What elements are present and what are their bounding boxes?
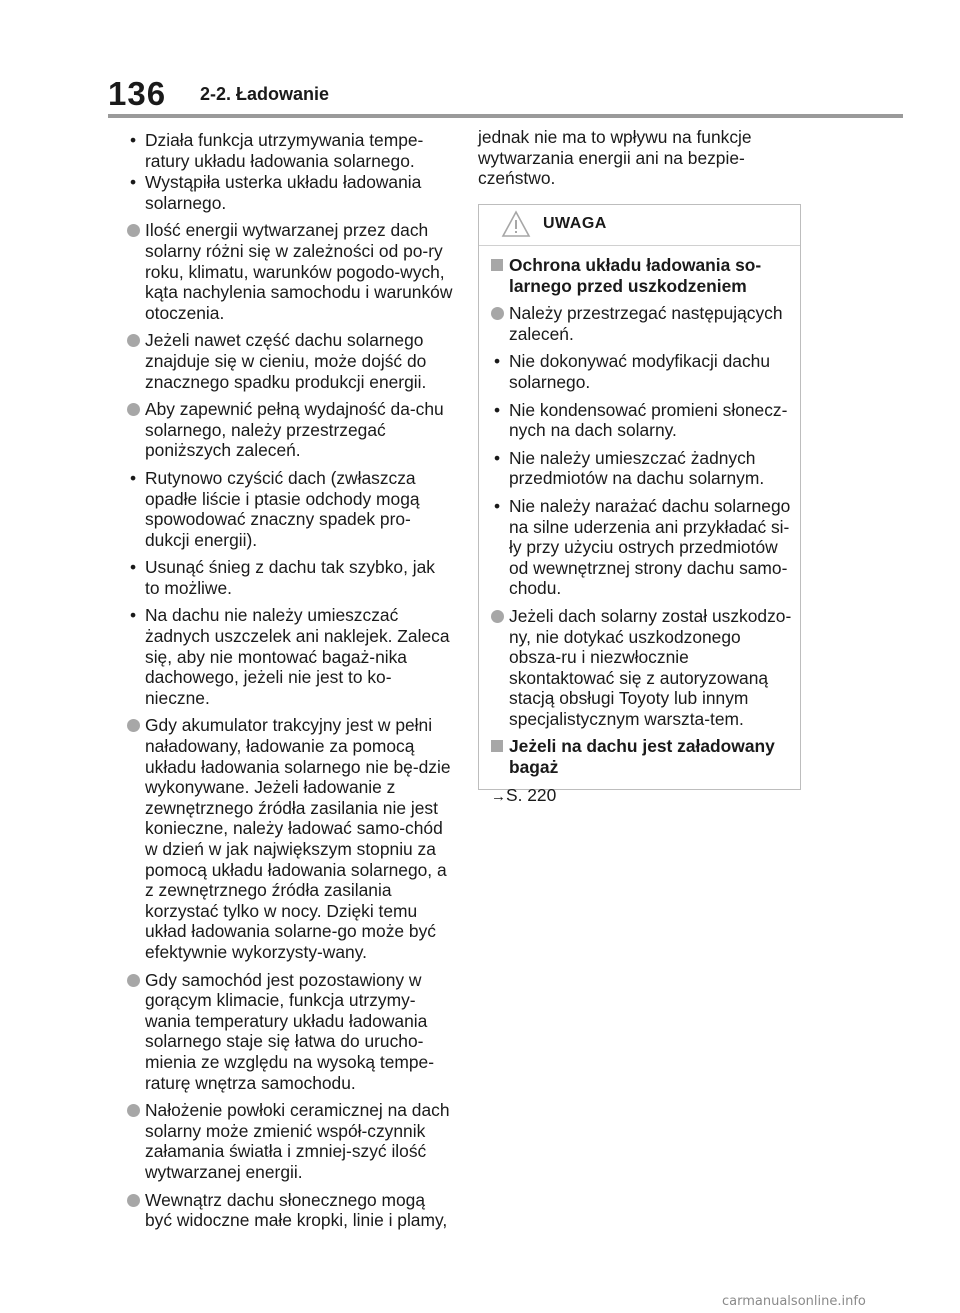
bullet-mark: • — [494, 447, 501, 468]
watermark: carmanualsonline.info — [722, 1294, 866, 1309]
left-column — [127, 130, 454, 1238]
list-item: Jeżeli dach solarny został uszkodzo-ny, nie dotykać uszkodzonego obsza-ru i niezwłocznie skontaktować się z autoryzowaną stacją obsługi Toyoty lub innym specjalistycznym warszta-tem. — [491, 606, 796, 730]
warning-header — [479, 205, 800, 246]
warning-triangle-icon — [501, 210, 531, 238]
bullet-mark: • — [130, 557, 137, 578]
bullet-mark: • — [130, 467, 137, 488]
list-item: Ilość energii wytwarzanej przez dach solarny różni się w zależności od po-ry roku, klimatu, warunków pogodo-wych, kąta nachylenia samochodu i warunków otoczenia. — [127, 220, 454, 323]
list-item: • Rutynowo czyścić dach (zwłaszcza opadłe liście i ptasie odchody mogą spowodować znaczny spadek pro-dukcji energii). — [130, 467, 420, 550]
right-column-text — [478, 127, 802, 189]
bullet-mark: • — [494, 495, 501, 516]
page-number: 136 — [108, 75, 167, 112]
header-divider — [108, 114, 903, 118]
list-item: Nałożenie powłoki ceramicznej na dach solarny może zmienić współ-czynnik załamania światła i zmniej-szyć ilość wytwarzanej energii. — [127, 1100, 454, 1182]
warning-heading: Ochrona układu ładowania so-larnego przed uszkodzeniem — [491, 255, 796, 296]
list-item: • Działa funkcja utrzymywania tempe-ratury układu ładowania solarnego. — [130, 130, 424, 171]
bullet-mark: • — [130, 130, 137, 150]
list-item: • Usunąć śnieg z dachu tak szybko, jak to możliwe. — [130, 557, 435, 598]
warning-body — [491, 255, 796, 814]
list-item: • Na dachu nie należy umieszczać żadnych uszczelek ani naklejek. Zaleca się, aby nie montować bagaż-nika dachowego, jeżeli nie jest to ko-nieczne. — [130, 605, 450, 708]
list-item: • Nie należy umieszczać żadnych przedmiotów na dachu solarnym. — [494, 447, 765, 489]
arrow-right-icon: → — [491, 787, 506, 805]
page-reference-link[interactable]: →S. 220 — [491, 784, 557, 805]
bullet-mark: • — [130, 605, 137, 626]
list-item: • Wystąpiła usterka układu ładowania solarnego. — [130, 172, 422, 213]
warning-heading: Jeżeli na dachu jest załadowany bagaż — [491, 736, 796, 777]
bullet-mark: • — [494, 399, 501, 420]
warning-title: UWAGA — [543, 215, 607, 232]
list-item: Aby zapewnić pełną wydajność da-chu solarnego, należy przestrzegać poniższych zaleceń. — [127, 399, 454, 461]
warning-box — [478, 204, 801, 805]
list-item: Jeżeli nawet część dachu solarnego znajduje się w cieniu, może dojść do znacznego spadku produkcji energii. — [127, 330, 454, 392]
list-item: Gdy samochód jest pozostawiony w gorącym klimacie, funkcja utrzymy-wania temperatury układu ładowania solarnego staje się łatwa do urucho-mienia ze względu na wysoką tempe-raturę wnętrza samochodu. — [127, 970, 454, 1094]
continued-paragraph: jednak nie ma to wpływu na funkcje wytwarzania energii ani na bezpie-czeństwo. — [478, 127, 752, 189]
list-item: Należy przestrzegać następujących zaleceń. — [491, 303, 796, 344]
bullet-mark: • — [494, 351, 501, 372]
list-item: • Nie dokonywać modyfikacji dachu solarnego. — [494, 351, 770, 392]
list-item: Wewnątrz dachu słonecznego mogą być widoczne małe kropki, linie i plamy, — [127, 1190, 454, 1231]
page-header — [108, 74, 903, 114]
list-item: • Nie kondensować promieni słonecz-nych na dach solarny. — [494, 399, 788, 441]
section-title: 2-2. Ładowanie — [200, 84, 330, 104]
list-item: Gdy akumulator trakcyjny jest w pełni naładowany, ładowanie za pomocą układu ładowania solarnego nie bę-dzie wykonywane. Jeżeli ładowanie z zewnętrznego źródła zasilania nie jest konieczne, należy ładować samo-chód w dzień w jak największym stopniu za pomocą układu ładowania solarnego, a z zewnętrznego źródła zasilania korzystać tylko w nocy. Dzięki temu układ ładowania solarne-go może być efektywnie wykorzysty-wany. — [127, 715, 454, 962]
bullet-mark: • — [130, 172, 137, 193]
list-item: • Nie należy narażać dachu solarnego na silne uderzenia ani przykładać si-ły przy użyciu ostrych przedmiotów od wewnętrznej strony dachu samo-chodu. — [494, 495, 791, 599]
